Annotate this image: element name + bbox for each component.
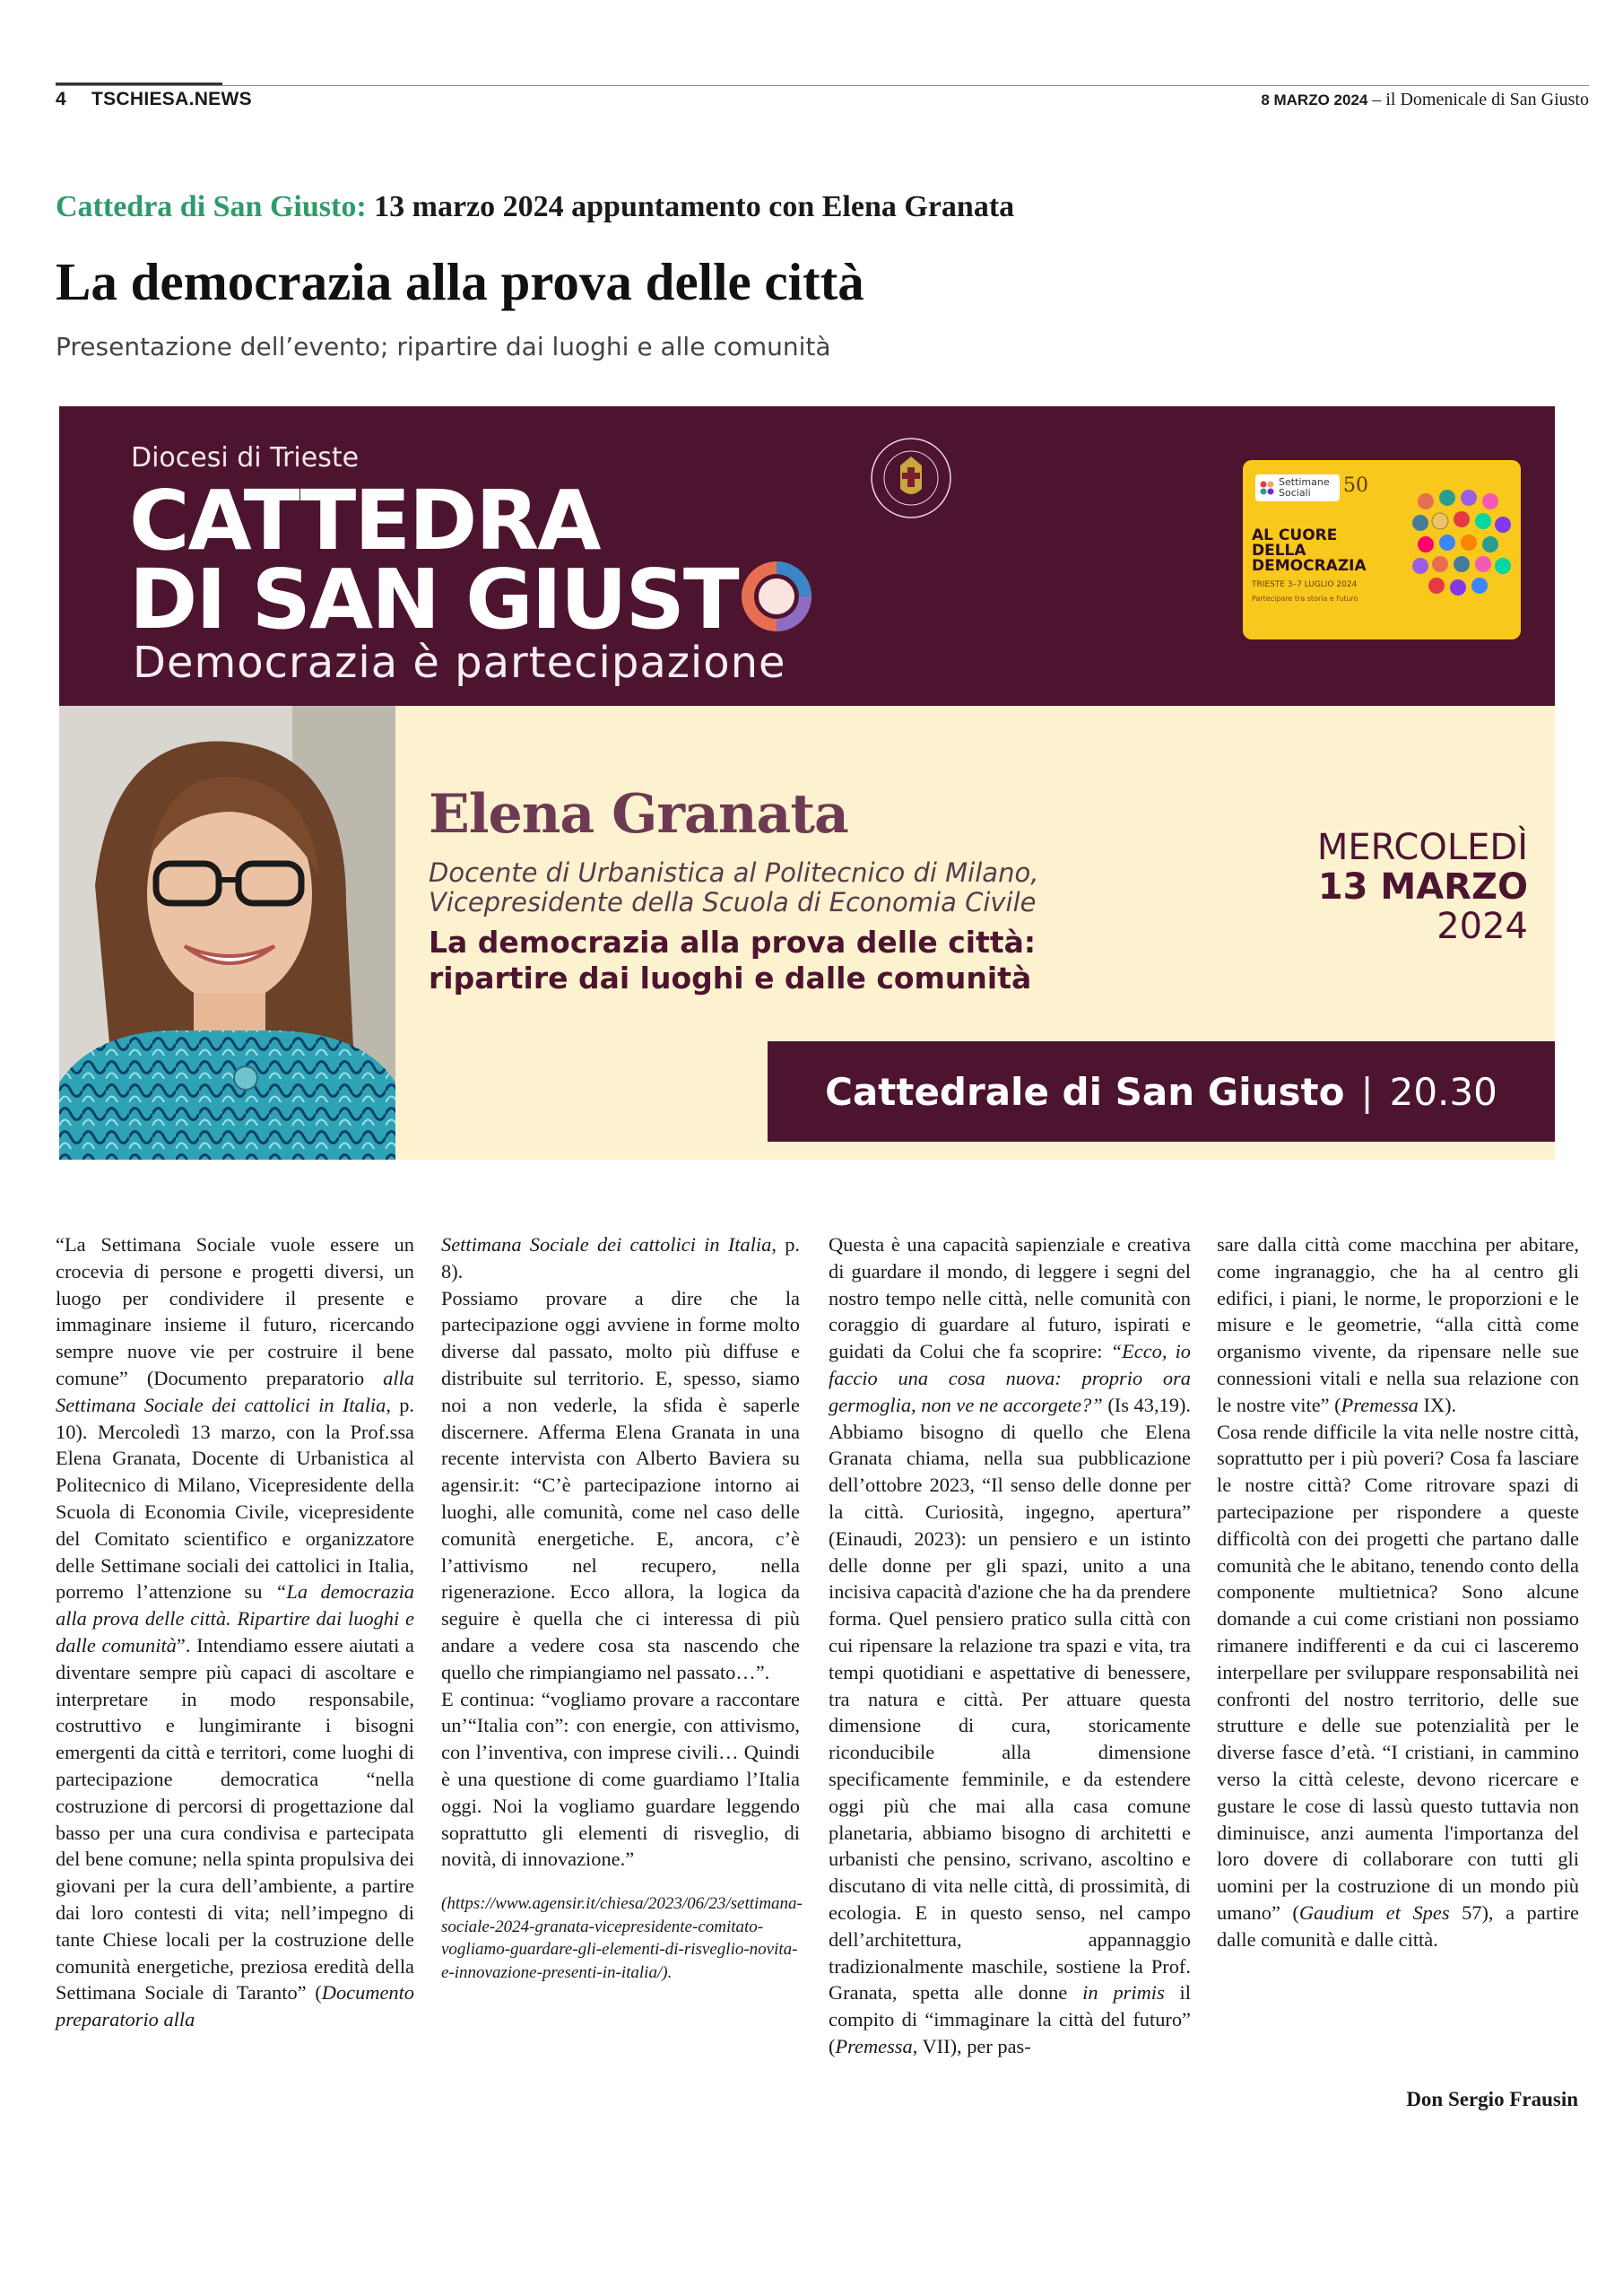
kicker-lead: Cattedra di San Giusto:: [56, 190, 367, 223]
text-run: sare dalla città come macchina per abitare, come ingranaggio, che ha al centro gli edifici, i piani, le norme, le proporzioni e le misure e le geometrie, “alla città come organismo vivente, da ripensare nelle sue connessioni vitali e nella sua relazione con le nostre vite” (: [1217, 1233, 1579, 1416]
running-header: [56, 88, 1589, 111]
poster-time: 20.30: [1389, 1069, 1497, 1114]
italic-run: Premessa: [1341, 1393, 1419, 1416]
italic-run: Premessa: [835, 2034, 913, 2057]
italic-run: in primis: [1082, 1981, 1165, 2005]
col1-paragraph: [56, 1231, 414, 2033]
text-run: (Is 43,19). Abbiamo bisogno di quello che Elena Granata chiama, nella sua pubblicazione dell’ottobre 2023, “Il senso delle donne per la città. Curiosità, ingegno, apertura” (Einaudi, 2023): un pensiero e un istinto delle donne per gli spazi, unito a una incisiva capacità d'azione che ha da prendere forma. Quel pensiero pratico sulla città con cui ripensare la relazione tra spazi e vita, tra tempi quotidiani e aspettative di benessere, tra natura e città. Per attuare questa dimensione di cura, storicamente riconducibile alla dimensione specificamente femminile, e da estendere oggi più che mai alla casa comune planetaria, abbiamo bisogno di architetti e urbanisti che pensino, scrivano, ascoltino e discutano di vita nelle città, di prossimità, di ecologia. E in questo senso, nel campo dell’architettura, appannaggio tradizionalmente maschile, sostiene la Prof. Granata, spetta alle donne: [829, 1393, 1191, 2005]
italic-run: Gaudium et Spes: [1298, 1900, 1450, 1924]
poster-weekday: MERCOLEDÌ: [1316, 827, 1528, 868]
diocese-seal-icon: [866, 433, 956, 523]
col3-paragraph: [829, 1231, 1191, 2060]
header-right: [1261, 90, 1589, 110]
italic-run: Documento preparatorio alla: [56, 1981, 414, 2031]
badge-org-line1: Settimane: [1279, 476, 1330, 488]
col2-paragraph-2: Possiamo provare a dire che la partecipazione oggi avviene in forme molto diverse dal passato, molto più diffuse e distribuite sul territorio. E, spesso, siamo noi a non vederle, la sfida è saperle discernere. Afferma Elena Granata in una recente intervista con Alberto Baviera su agensir.it: “C’è partecipazione intorno ai luoghi, alle comunità, come nel caso delle comunità energetiche. E, ancora, c’è l’attivismo nel recupero, nella rigenerazione. Ecco allora, la logica da seguire è quella che ci interessa di più andare a vedere cosa sta nascendo che quello che rimpiangiamo nel passato…”.: [441, 1286, 800, 1683]
poster-tagline: Democrazia è partecipazione: [133, 638, 786, 688]
badge-dates: TRIESTE 3–7 LUGLIO 2024: [1252, 580, 1358, 589]
italic-run: Settimana Sociale dei cattolici in Italia: [441, 1233, 772, 1256]
badge-subtitle: Partecipare tra storia e futuro: [1252, 595, 1358, 603]
body-column-3: [829, 1231, 1191, 2060]
col4-paragraph-1: [1217, 1231, 1579, 1419]
publication-name: TSCHIESA.NEWS: [91, 89, 252, 109]
text-run: IX).: [1418, 1393, 1457, 1416]
source-link-text[interactable]: (https://www.agensir.it/chiesa/2023/06/23/settimana-sociale-2024-granata-vicepresidente-comitato-vogliamo-guardare-gli-elementi-di-risveglio-novita-e-innovazione-presenti-in-italia/).: [441, 1894, 803, 1982]
poster-talk-title-line1: La democrazia alla prova delle città:: [429, 925, 1037, 960]
italic-run: alla Settimana Sociale dei cattolici in Italia: [56, 1366, 414, 1416]
kicker-rest: 13 marzo 2024 appuntamento con Elena Granata: [366, 190, 1015, 223]
issue-date: 8 MARZO 2024: [1261, 91, 1368, 109]
col4-paragraph-2: [1217, 1419, 1579, 1953]
badge-anniversary: 50: [1343, 474, 1368, 497]
header-rule: [56, 85, 1589, 86]
poster-role-line1: Docente di Urbanistica al Politecnico di Milano,: [429, 857, 1039, 888]
poster-diocese: Diocesi di Trieste: [131, 442, 360, 474]
poster-role-line2: Vicepresidente della Scuola di Economia Civile: [429, 887, 1037, 918]
poster-title-line2-text: DI SAN GIUST: [129, 552, 738, 648]
text-run: , VII), per pas-: [912, 2034, 1031, 2057]
badge-org-logo: [1255, 474, 1340, 501]
ring-logo-icon: [740, 560, 813, 633]
text-run: il compito di “immaginare la città del futuro” (: [829, 1981, 1191, 2057]
page-number: 4: [56, 89, 66, 109]
body-column-4: [1217, 1231, 1579, 1953]
text-run: Cosa rende difficile la vita nelle nostre città, soprattutto per i più poveri? Cosa fa lasciare le nostre città? Come ritrovare spazi di partecipazione per rispondere a queste difficoltà con dei progetti che partano dalle comunità che le abitano, tenendo conto della componente multietnica? Sono alcune domande a cui come cristiani non possiamo rimanere indifferenti e da cui ci lasceremo interpellare per sviluppare responsabilità nei confronti del nostro territorio, delle sue strutture e delle sue potenzialità per le diverse fasce d’età. “I cristiani, in cammino verso la città celeste, devono ricercare e gustare le cose di lassù questo tuttavia non diminuisce, anzi aumenta l'importanza del loro dovere di collaborare con tutti gli uomini per la costruzione di un mondo più umano” (: [1217, 1420, 1579, 1924]
article-kicker: [56, 190, 1014, 224]
poster-talk-title-line2: ripartire dai luoghi e dalle comunità: [429, 961, 1032, 996]
header-left: [56, 89, 252, 110]
settimane-sociali-badge: [1243, 460, 1521, 639]
text-run: Questa è una capacità sapienziale e creativa di guardare il mondo, di leggere i segni del nostro tempo nelle città, nelle comunità con coraggio di guardare al futuro, ispirati e guidati da Colui che fa scoprire:: [829, 1233, 1191, 1363]
col2-paragraph-1: [441, 1231, 800, 1285]
source-link[interactable]: [441, 1892, 803, 1984]
people-crowd-icon: [1411, 487, 1512, 604]
article-headline: La democrazia alla prova delle città: [56, 252, 864, 311]
poster-year: 2024: [1436, 906, 1528, 947]
speaker-portrait: [59, 706, 395, 1160]
author-signature: Don Sergio Frausin: [1406, 2088, 1578, 2110]
body-column-1: [56, 1231, 414, 2033]
text-run: “La Settimana Sociale vuole essere un crocevia di persone e progetti diversi, un luogo per condividere il presente e immaginare insieme il futuro, ricercando sempre nuove vie per costruire il bene comune” (Documento preparatorio: [56, 1233, 414, 1389]
poster-date: [1317, 828, 1528, 946]
poster-venue-bar: [768, 1041, 1555, 1142]
text-run: ”. Intendiamo essere aiutati a diventare sempre più capaci di ascoltare e interpretare in modo responsabile, costruttivo e lungimirante i bisogni emergenti da città e territori, come luoghi di partecipazione democratica “nella costruzione di percorsi di progettazione dal basso per una cura condivisa e partecipata del bene comune; nella spinta propulsiva dei giovani per la cura dell’ambiente, a partire dai loro contesti di vita; nell’impegno di tante Chiese locali per la costruzione delle comunità energetiche, preziosa eredità della Settimana Sociale di Taranto” (: [56, 1633, 414, 2005]
poster-title-line2: [129, 552, 813, 648]
italic-run: “Ecco, io faccio una cosa nuova: proprio ora germoglia, non ve ne accorgete?”: [829, 1340, 1191, 1416]
event-poster: [59, 406, 1555, 1160]
poster-venue: Cattedrale di San Giusto: [825, 1069, 1345, 1114]
issue-title: – il Domenicale di San Giusto: [1367, 89, 1589, 109]
text-run: 57), a partire dalle comunità e dalle città.: [1217, 1900, 1579, 1951]
venue-separator: |: [1360, 1069, 1374, 1114]
badge-org-line2: Sociali: [1279, 487, 1311, 499]
col2-paragraph-3: E continua: “vogliamo provare a raccontare un’“Italia con”: con energie, con attivismo, con l’inventiva, con imprese civili… Quindi è una questione di come guardiamo l’Italia oggi. Noi la vogliamo guardare leggendo soprattutto gli elementi di risveglio, di novità, di innovazione.”: [441, 1687, 800, 1871]
text-run: , p. 8).: [441, 1233, 800, 1283]
poster-speaker-name: Elena Granata: [429, 783, 848, 846]
text-run: , p. 10). Mercoledì 13 marzo, con la Prof.ssa Elena Granata, Docente di Urbanistica al Politecnico di Milano, Vicepresidente della Scuola di Economia Civile, vicepresidente del Comitato scientifico e organizzatore delle Settimane sociali dei cattolici in Italia, porremo l’attenzione su: [56, 1393, 414, 1604]
poster-title-line1: CATTEDRA: [129, 473, 600, 569]
italic-run: “La democrazia alla prova delle città. Ripartire dai luoghi e dalle comunità: [56, 1580, 414, 1657]
body-column-2: [441, 1231, 803, 1984]
article-standfirst: Presentazione dell’evento; ripartire dai luoghi e alle comunità: [56, 332, 831, 361]
org-dots-icon: [1260, 481, 1274, 495]
poster-day-month: 13 MARZO: [1317, 866, 1528, 908]
badge-title: AL CUORE DELLA DEMOCRAZIA: [1252, 526, 1367, 575]
